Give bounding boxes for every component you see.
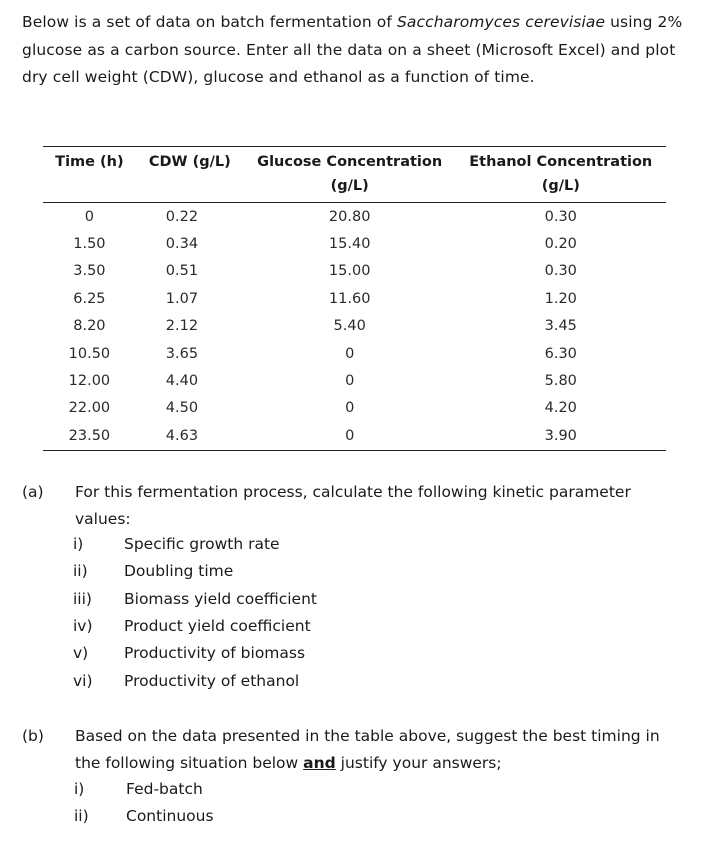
question-b-item-text: Continuous [126,807,214,826]
cell-time: 8.20 [73,318,106,335]
cell-cdw: 0.22 [165,208,199,225]
question-a-item-text: Productivity of biomass [124,644,306,663]
cell-cdw: 4.63 [136,422,244,450]
cell-glucose: 0 [345,400,355,417]
cell-cdw: 0.34 [165,236,199,253]
header-time: Time (h) [43,147,136,175]
species-name: Saccharomyces cerevisiae [396,13,606,31]
table-row [43,313,666,340]
header-glucose-unit: (g/L) [244,174,456,203]
question-a-item-number: i) [73,535,84,553]
question-a-item-number: v) [73,644,89,663]
cell-cdw: 4.50 [165,400,199,417]
table-row [43,340,666,367]
cell-ethanol: 6.30 [544,345,577,362]
cell-ethanol: 0.30 [544,208,577,225]
cell-time: 22.00 [68,400,111,417]
cell-time: 0 [84,208,95,225]
question-a-item-number: iv) [73,616,93,635]
question-a-item-number: iii) [73,589,92,608]
cell-time: 3.50 [73,263,106,280]
cell-glucose: 0 [244,422,456,450]
cell-cdw: 2.12 [165,318,199,335]
question-a-item-number: ii) [73,562,88,581]
table-row [43,285,666,312]
cell-glucose: 5.40 [333,318,366,335]
intro-text-2: using 2% glucose as a carbon source. Enter all the data on a sheet (Microsoft Excel) and plot dry cell weight (CDW), glucose and ethanol as a function of time. [22,13,683,86]
cell-time: 23.50 [43,422,136,450]
question-b-text: Based on the data presented in the table above, suggest the best timing in the following situation below and justify your answers; [75,727,660,773]
cell-cdw: 1.07 [165,290,199,307]
table-row [43,258,666,285]
cell-glucose: 15.40 [328,236,371,253]
intro-paragraph [22,9,692,92]
cell-ethanol: 0.30 [544,263,577,280]
table-row [43,203,666,231]
question-a-text: For this fermentation process, calculate the following kinetic parameter values: [75,483,631,529]
cell-time: 10.50 [68,345,111,362]
cell-ethanol: 0.20 [544,236,577,253]
cell-glucose: 20.80 [328,208,371,225]
cell-glucose: 15.00 [328,263,371,280]
cell-ethanol: 5.80 [544,373,577,390]
header-cdw: CDW (g/L) [136,147,244,175]
cell-glucose: 0 [345,345,355,362]
table-row [43,367,666,394]
question-a-item-text: Productivity of ethanol [124,671,300,690]
cell-glucose: 11.60 [328,290,371,307]
fermentation-data-table [43,146,666,451]
question-b-item-text: Fed-batch [126,780,203,798]
question-a-item-text: Product yield coefficient [124,616,311,635]
question-b-item-number: i) [74,780,85,798]
cell-time: 1.50 [73,236,106,253]
header-glucose: Glucose Concentration [244,147,456,175]
intro-text-1: Below is a set of data on batch fermentation of [22,13,397,31]
cell-time: 6.25 [73,290,106,307]
table-row [43,230,666,257]
emphasis-and: and [303,754,336,773]
question-a-item-text: Biomass yield coefficient [124,589,317,608]
question-a-item-text: Doubling time [124,562,234,581]
question-a-label: (a) [22,483,44,501]
header-ethanol-unit: (g/L) [456,174,666,203]
question-a-item-text: Specific growth rate [124,535,280,553]
table-row [43,422,666,450]
cell-ethanol: 1.20 [544,290,577,307]
cell-ethanol: 3.90 [456,422,666,450]
header-ethanol: Ethanol Concentration [456,147,666,175]
question-a-item-number: vi) [73,671,93,690]
cell-ethanol: 4.20 [544,400,577,417]
table-row [43,395,666,422]
cell-glucose: 0 [345,373,355,390]
cell-cdw: 0.51 [165,263,199,280]
cell-cdw: 3.65 [165,345,199,362]
question-b-item-number: ii) [74,807,89,826]
cell-time: 12.00 [68,373,111,390]
cell-ethanol: 3.45 [544,318,577,335]
question-b-label: (b) [22,727,44,745]
cell-cdw: 4.40 [165,373,199,390]
